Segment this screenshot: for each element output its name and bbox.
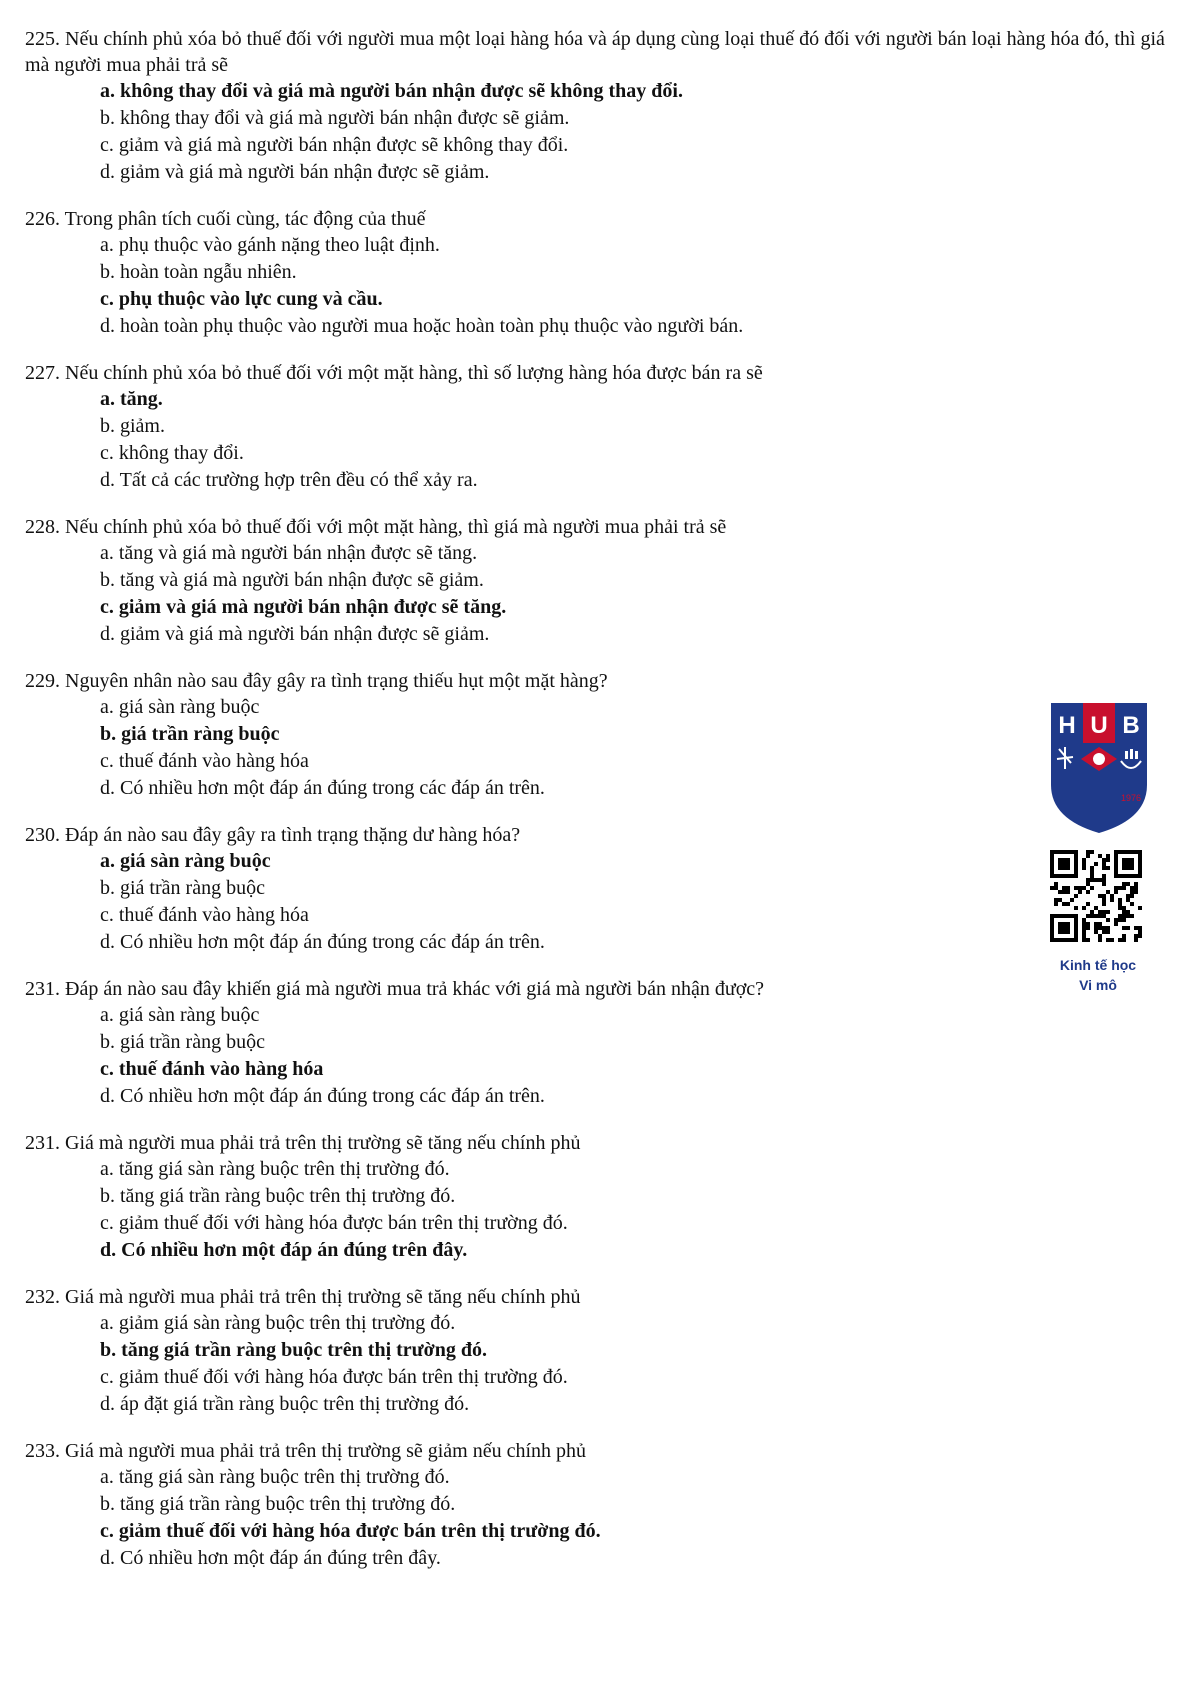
- answer-option: a. giảm giá sàn ràng buộc trên thị trường đó.: [100, 1312, 456, 1334]
- answer-option-correct: c. giảm thuế đối với hàng hóa được bán trên thị trường đó.: [100, 1520, 601, 1542]
- logo-year: 1976: [1120, 793, 1142, 803]
- question-block: [18, 206, 1178, 340]
- question-block: [18, 668, 1178, 802]
- question-block: [18, 822, 1178, 956]
- answer-option-correct: c. phụ thuộc vào lực cung và cầu.: [100, 288, 383, 310]
- answer-option: b. tăng giá trần ràng buộc trên thị trường đó.: [100, 1493, 456, 1515]
- answer-option: d. Tất cả các trường hợp trên đều có thể xảy ra.: [100, 469, 478, 491]
- answer-option-correct: d. Có nhiều hơn một đáp án đúng trên đây.: [100, 1239, 468, 1261]
- answer-option: d. Có nhiều hơn một đáp án đúng trong các đáp án trên.: [100, 777, 545, 799]
- answer-option: d. Có nhiều hơn một đáp án đúng trong các đáp án trên.: [100, 1085, 545, 1107]
- question-stem: 227. Nếu chính phủ xóa bỏ thuế đối với một mặt hàng, thì số lượng hàng hóa được bán ra sẽ: [25, 362, 763, 384]
- answer-option: c. thuế đánh vào hàng hóa: [100, 750, 309, 772]
- question-stem: 225. Nếu chính phủ xóa bỏ thuế đối với người mua một loại hàng hóa và áp dụng cùng loại thuế đó đối với người bán loại hàng hóa đó, thì giá mà người mua phải trả sẽ: [25, 28, 1165, 76]
- answer-option: d. giảm và giá mà người bán nhận được sẽ giảm.: [100, 623, 490, 645]
- question-stem: 226. Trong phân tích cuối cùng, tác động của thuế: [25, 208, 426, 230]
- logo-letter-b: B: [1122, 712, 1140, 739]
- answer-option: b. tăng và giá mà người bán nhận được sẽ giảm.: [100, 569, 484, 591]
- answer-option-correct: b. giá trần ràng buộc: [100, 723, 280, 745]
- question-block: [18, 1438, 1178, 1572]
- logo-letter-h: H: [1058, 712, 1076, 739]
- logo-letter-u: U: [1090, 712, 1108, 739]
- question-block: [18, 976, 1178, 1110]
- answer-option: b. tăng giá trần ràng buộc trên thị trường đó.: [100, 1185, 456, 1207]
- answer-option: a. giá sàn ràng buộc: [100, 1004, 260, 1026]
- answer-option-correct: b. tăng giá trần ràng buộc trên thị trường đó.: [100, 1339, 487, 1361]
- answer-option: d. Có nhiều hơn một đáp án đúng trên đây.: [100, 1547, 441, 1569]
- question-stem: 231. Giá mà người mua phải trả trên thị trường sẽ tăng nếu chính phủ: [25, 1132, 581, 1154]
- answer-option: a. tăng giá sàn ràng buộc trên thị trường đó.: [100, 1158, 450, 1180]
- answer-option-correct: a. giá sàn ràng buộc: [100, 850, 271, 872]
- answer-option-correct: c. giảm và giá mà người bán nhận được sẽ tăng.: [100, 596, 507, 618]
- answer-option: d. áp đặt giá trần ràng buộc trên thị trường đó.: [100, 1393, 470, 1415]
- answer-option: a. phụ thuộc vào gánh nặng theo luật định.: [100, 234, 440, 256]
- answer-option: b. giá trần ràng buộc: [100, 1031, 265, 1053]
- logo-caption-line2: Vi mô: [1079, 977, 1117, 993]
- question-stem: 230. Đáp án nào sau đây gây ra tình trạng thặng dư hàng hóa?: [25, 824, 521, 846]
- question-block: [18, 514, 1178, 648]
- answer-option-correct: a. không thay đổi và giá mà người bán nhận được sẽ không thay đổi.: [100, 80, 683, 102]
- answer-option: d. hoàn toàn phụ thuộc vào người mua hoặc hoàn toàn phụ thuộc vào người bán.: [100, 315, 744, 337]
- answer-option: b. giảm.: [100, 415, 165, 437]
- question-block: [18, 1284, 1178, 1418]
- answer-option: c. giảm và giá mà người bán nhận được sẽ không thay đổi.: [100, 134, 569, 156]
- question-stem: 231. Đáp án nào sau đây khiến giá mà người mua trả khác với giá mà người bán nhận được?: [25, 978, 765, 1000]
- answer-option-correct: a. tăng.: [100, 388, 163, 410]
- qr-code-icon[interactable]: [1050, 850, 1146, 942]
- answer-option-correct: c. thuế đánh vào hàng hóa: [100, 1058, 324, 1080]
- logo-caption: [1040, 955, 1156, 995]
- answer-option: b. hoàn toàn ngẫu nhiên.: [100, 261, 297, 283]
- answer-option: b. không thay đổi và giá mà người bán nhận được sẽ giảm.: [100, 107, 570, 129]
- answer-option: c. giảm thuế đối với hàng hóa được bán trên thị trường đó.: [100, 1366, 568, 1388]
- document-body: [18, 26, 1178, 1592]
- answer-option: c. giảm thuế đối với hàng hóa được bán trên thị trường đó.: [100, 1212, 568, 1234]
- answer-option: b. giá trần ràng buộc: [100, 877, 265, 899]
- answer-option: c. thuế đánh vào hàng hóa: [100, 904, 309, 926]
- question-stem: 233. Giá mà người mua phải trả trên thị trường sẽ giảm nếu chính phủ: [25, 1440, 587, 1462]
- answer-option: d. giảm và giá mà người bán nhận được sẽ giảm.: [100, 161, 490, 183]
- answer-option: a. giá sàn ràng buộc: [100, 696, 260, 718]
- question-stem: 228. Nếu chính phủ xóa bỏ thuế đối với một mặt hàng, thì giá mà người mua phải trả sẽ: [25, 516, 727, 538]
- answer-option: c. không thay đổi.: [100, 442, 244, 464]
- question-block: [18, 360, 1178, 494]
- hub-logo: [1051, 703, 1147, 833]
- question-stem: 232. Giá mà người mua phải trả trên thị trường sẽ tăng nếu chính phủ: [25, 1286, 581, 1308]
- question-block: [18, 26, 1178, 186]
- logo-caption-line1: Kinh tế học: [1059, 957, 1137, 973]
- answer-option: a. tăng giá sàn ràng buộc trên thị trường đó.: [100, 1466, 450, 1488]
- answer-option: d. Có nhiều hơn một đáp án đúng trong các đáp án trên.: [100, 931, 545, 953]
- question-block: [18, 1130, 1178, 1264]
- question-stem: 229. Nguyên nhân nào sau đây gây ra tình trạng thiếu hụt một mặt hàng?: [25, 670, 608, 692]
- answer-option: a. tăng và giá mà người bán nhận được sẽ tăng.: [100, 542, 478, 564]
